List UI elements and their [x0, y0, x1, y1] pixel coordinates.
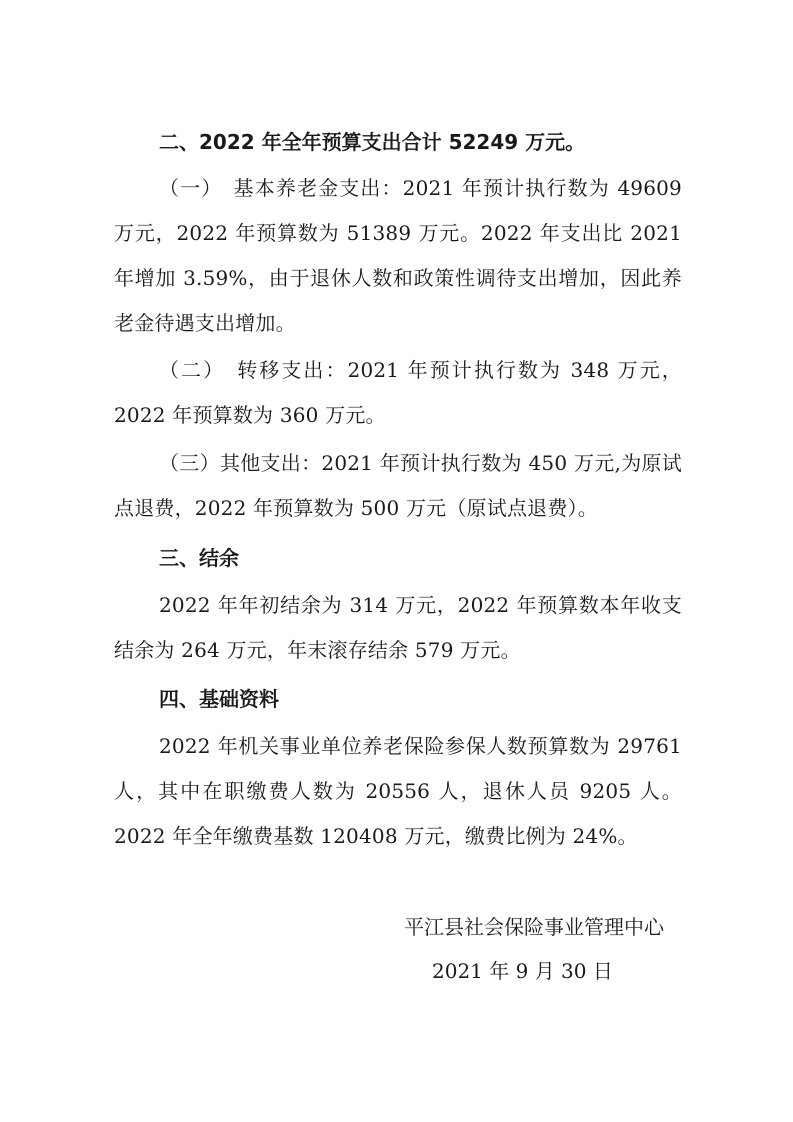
paragraph-balance: 2022 年年初结余为 314 万元，2022 年预算数本年收支结余为 264 万元，年末滚存结余 579 万元。: [114, 593, 682, 662]
paragraph-basic-data: 2022 年机关事业单位养老保险参保人数预算数为 29761 人，其中在职缴费人数为 20556 人，退休人员 9205 人。2022 年全年缴费基数 120408 万元，缴费比例为 24%。: [114, 734, 682, 848]
section-heading-basic-data: 四、基础资料: [159, 687, 279, 711]
signature-date: 2021 年 9 月 30 日: [432, 959, 613, 983]
section-heading-balance: 三、结余: [159, 546, 239, 570]
signature-organization: 平江县社会保险事业管理中心: [404, 915, 664, 939]
paragraph-transfer-expenditure: （二） 转移支出：2021 年预计执行数为 348 万元，2022 年预算数为 360 万元。: [114, 358, 682, 427]
paragraph-other-expenditure: （三）其他支出：2021 年预计执行数为 450 万元,为原试点退费，2022 年预算数为 500 万元（原试点退费）。: [114, 451, 682, 520]
section-heading-expenditure: 二、2022 年全年预算支出合计 52249 万元。: [159, 130, 586, 154]
paragraph-basic-pension: （一） 基本养老金支出：2021 年预计执行数为 49609 万元，2022 年预算数为 51389 万元。2022 年支出比 2021 年增加 3.59%，由于退休人数和政策性调待支出增加，因此养老金待遇支出增加。: [114, 176, 682, 335]
